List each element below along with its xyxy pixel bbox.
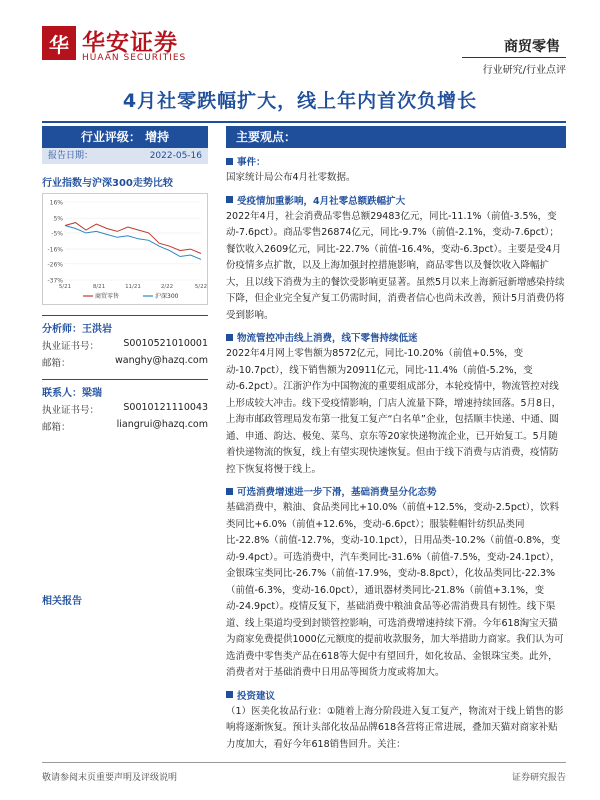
section-title: 可选消费增速进一步下滑，基础消费呈分化态势 bbox=[237, 487, 437, 498]
y-tick-label: -26% bbox=[47, 261, 63, 269]
series-line-1 bbox=[65, 226, 201, 260]
bullet-icon bbox=[226, 196, 233, 203]
analyst-name: 联系人：梁瑞 bbox=[42, 379, 208, 399]
date-value: 2022-05-16 bbox=[149, 151, 202, 161]
cert-row bbox=[42, 402, 208, 416]
email-value[interactable]: liangrui@hazq.com bbox=[116, 419, 208, 430]
date-label: 报告日期： bbox=[48, 151, 94, 161]
section-title: 受疫情加重影响，4月社零总额跌幅扩大 bbox=[237, 195, 406, 207]
logo-text: 华安证券 bbox=[82, 29, 178, 56]
x-tick-label: 5/21 bbox=[58, 284, 72, 290]
analyst-name: 分析师：王洪岩 bbox=[42, 315, 208, 335]
email-row bbox=[42, 355, 208, 369]
cert-value: S0010121110043 bbox=[123, 402, 208, 413]
section-title: 物流管控冲击线上消费，线下零售持续低迷 bbox=[237, 333, 418, 344]
x-tick-label: 11/21 bbox=[125, 284, 141, 290]
cert-label: 执业证书号： bbox=[42, 341, 100, 352]
main-heading: 主要观点： bbox=[226, 126, 566, 148]
related-reports-heading: 相关报告 bbox=[42, 596, 82, 607]
cert-label: 执业证书号： bbox=[42, 405, 100, 416]
legend-label: 商贸零售 bbox=[95, 293, 120, 300]
bullet-icon bbox=[226, 334, 233, 341]
index-chart bbox=[42, 193, 208, 305]
section-heading bbox=[226, 154, 566, 168]
header bbox=[0, 0, 600, 82]
email-label: 邮箱： bbox=[42, 358, 71, 369]
footer-label: 证券研究报告 bbox=[511, 773, 566, 783]
y-tick-label: -37% bbox=[47, 277, 63, 285]
title-divider bbox=[42, 121, 566, 123]
email-label: 邮箱： bbox=[42, 422, 71, 433]
y-tick-label: 16% bbox=[49, 199, 63, 207]
section-paragraph: （1）医美化妆品行业：①随着上海分阶段进入复工复产，物流对于线上销售的影响将逐渐恢复。预计头部化妆品品牌618各营将正常进展，叠加天猫对商家补贴力度加大，看好今年618销售回升。关注： bbox=[226, 705, 564, 750]
cert-value: S0010521010001 bbox=[123, 338, 208, 349]
logo-english: HUAAN SECURITIES bbox=[82, 53, 187, 63]
report-date-row bbox=[42, 148, 208, 164]
report-title: 4月社零跌幅扩大，线上年内首次负增长 bbox=[122, 90, 478, 112]
section-heading bbox=[226, 688, 566, 702]
subsector-label: 行业研究/行业点评 bbox=[482, 65, 566, 76]
section-title: 事件： bbox=[237, 157, 266, 168]
bullet-icon bbox=[226, 158, 233, 165]
bullet-icon bbox=[226, 691, 233, 698]
main-content bbox=[226, 126, 566, 753]
footer-divider bbox=[42, 762, 566, 763]
legend-label: 沪深300 bbox=[155, 293, 179, 300]
email-row bbox=[42, 419, 208, 433]
section-paragraph: 基础消费中，粮油、食品类同比+10.0%（前值+12.5%，变动-2.5pct），饮料类同比+6.0%（前值+12.6%，变动-6.6pct）；服装鞋帽针纺织品类同比-22.8%（前值-12.7%，变动-10.1pct），日用品类-10.2%（前值-0.8%，变动-9.4pct）。可选消费中，汽车类同比-31.6%（前值-7.5%，变动-24.1pct），金银珠宝类同比-26.7%（前值-17.9%，变动-8.8pct），化妆品类同比-22.3%（前值-6.3%，变动-16.0pct），通讯器材类同比-21.8%（前值+3.1%，变动-24.9pct）。疫情反复下，基础消费中粮油食品等必需消费具有韧性。线下渠道、线上渠道均受到封锁管控影响，可选消费增速持续下滑。今年618淘宝天猫为商家免费提供1000亿元额度的提前收款服务，加大举措助力商家。我们认为可选消费中零售类产品在618等大促中有望回升，如化妆品、金银珠宝类。此外，消费者对于基础消费中日用品等囤货力度或将加大。 bbox=[226, 502, 564, 678]
left-sidebar bbox=[42, 126, 208, 433]
section-heading bbox=[226, 193, 566, 207]
footer-disclaimer: 敬请参阅末页重要声明及评级说明 bbox=[42, 773, 178, 783]
section-heading bbox=[226, 484, 566, 498]
header-divider bbox=[462, 57, 566, 58]
cert-row bbox=[42, 338, 208, 352]
y-tick-label: -5% bbox=[51, 230, 63, 238]
x-tick-label: 8/21 bbox=[92, 284, 106, 290]
section-heading bbox=[226, 330, 566, 344]
chart-title: 行业指数与沪深300走势比较 bbox=[42, 178, 173, 189]
x-tick-label: 5/22 bbox=[194, 284, 207, 290]
section-paragraph: 2022年4月网上零售额为8572亿元，同比-10.20%（前值+0.5%，变动-10.7pct），线下销售额为20911亿元，同比-11.4%（前值-5.2%，变动-6.2pct）。江浙沪作为中国物流的重要组成部分，本轮疫情中，物流管控对线上形成较大冲击。线下受疫情影响，门店人流量下降，增速持续回落。5月8日，上海市邮政管理局发布第一批复工复产“白名单”企业，包括顺丰快递、中通、圆通、申通、韵达、极兔、菜鸟、京东等20家快递物流企业，已开始复工。5月随着快递物流的恢复，线上有望实现快速恢复。但由于线下消费与店消费，疫情防控下恢复将慢于线上。 bbox=[226, 348, 562, 475]
sector-label: 商贸零售 bbox=[504, 39, 560, 55]
bullet-icon bbox=[226, 488, 233, 495]
rating-banner: 行业评级： 增持 bbox=[42, 126, 208, 148]
analyst-block bbox=[42, 379, 208, 433]
y-tick-label: 5% bbox=[53, 215, 63, 223]
logo-icon: 华 bbox=[42, 26, 76, 60]
email-value[interactable]: wanghy@hazq.com bbox=[115, 355, 208, 366]
index-chart-svg bbox=[43, 194, 207, 304]
section-title: 投资建议 bbox=[237, 690, 276, 702]
section-paragraph: 国家统计局公布4月社零数据。 bbox=[226, 172, 356, 183]
x-tick-label: 2/22 bbox=[160, 284, 174, 290]
y-tick-label: -16% bbox=[47, 246, 63, 254]
analyst-block bbox=[42, 315, 208, 369]
section-paragraph: 2022年4月，社会消费品零售总额29483亿元，同比-11.1%（前值-3.5%，变动-7.6pct）。商品零售26874亿元，同比-9.7%（前值-2.1%，变动-7.6pct）；餐饮收入2609亿元，同比-22.7%（前值-16.4%，变动-6.3pct）。主要是受4月份疫情多点扩散，以及上海加强封控措施影响，商品零售以及餐饮收入降幅扩大，且以线下消费为主的餐饮受影响更显著。虽然5月以来上海新冠新增感染持续下降，但企业完全复产复工仍需时间，消费者信心也尚未改善，预计5月消费仍将受到影响。 bbox=[226, 210, 565, 321]
